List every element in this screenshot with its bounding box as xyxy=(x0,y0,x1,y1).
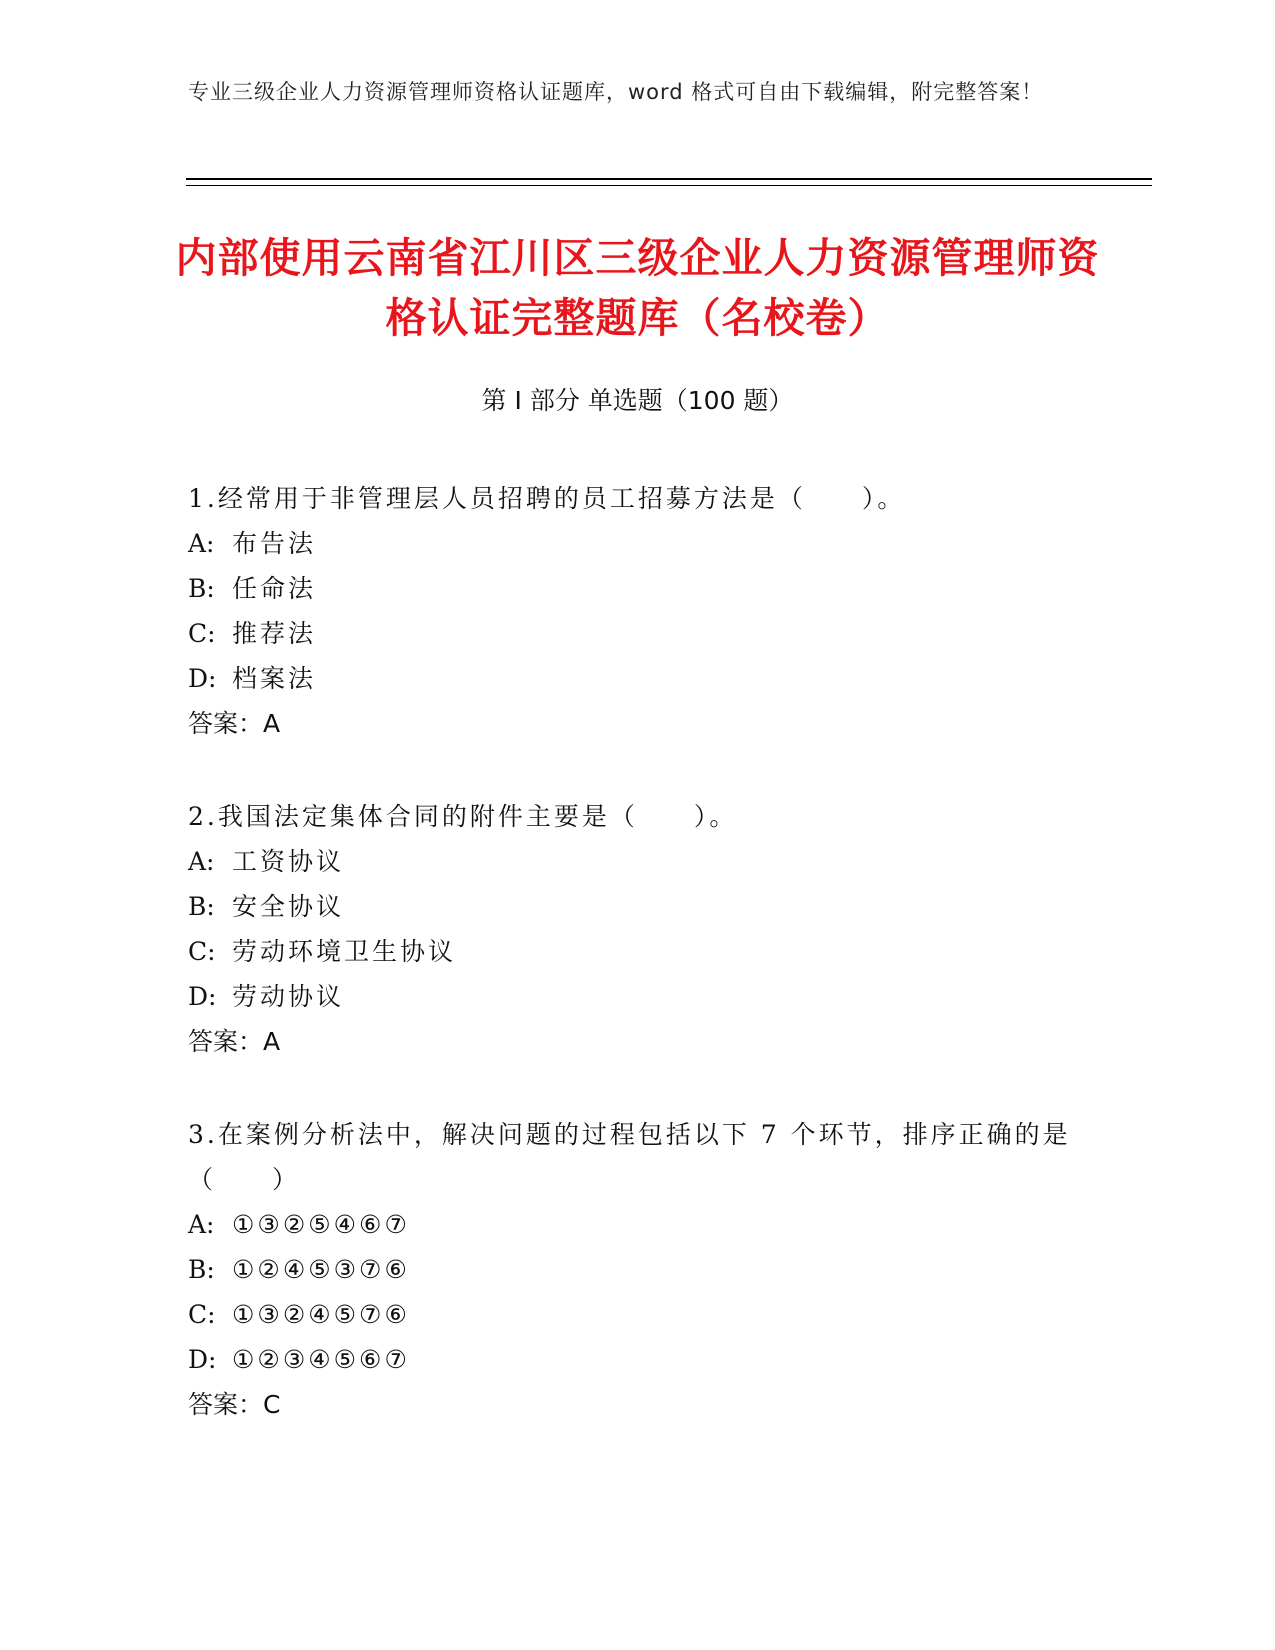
answer-line: 答案：C xyxy=(188,1390,281,1419)
option-b xyxy=(188,884,1088,929)
header-note: 专业三级企业人力资源管理师资格认证题库，word 格式可自由下载编辑，附完整答案！ xyxy=(188,80,1044,104)
option-text: ①③②④⑤⑦⑥ xyxy=(232,1300,410,1329)
header-divider-thin xyxy=(186,185,1152,186)
option-letter: C: xyxy=(188,619,216,648)
option-text: 劳动环境卫生协议 xyxy=(232,937,457,966)
option-d xyxy=(188,1337,1088,1382)
option-text: ①②③④⑤⑥⑦ xyxy=(232,1345,410,1374)
option-d xyxy=(188,656,1088,701)
option-letter: D: xyxy=(188,1345,217,1374)
option-c xyxy=(188,1292,1088,1337)
question-stem: 2.我国法定集体合同的附件主要是（ ）。 xyxy=(188,802,738,831)
option-text: ①③②⑤④⑥⑦ xyxy=(232,1210,410,1239)
question-2 xyxy=(188,794,1088,1064)
option-letter: D: xyxy=(188,982,217,1011)
option-text: 工资协议 xyxy=(232,847,345,876)
option-letter: C: xyxy=(188,1300,216,1329)
option-letter: A: xyxy=(188,1210,215,1239)
option-letter: C: xyxy=(188,937,216,966)
question-3 xyxy=(188,1112,1088,1427)
option-text: 推荐法 xyxy=(232,619,317,648)
option-d xyxy=(188,974,1088,1019)
option-text: 布告法 xyxy=(232,529,317,558)
option-letter: B: xyxy=(188,1255,215,1284)
option-text: ①②④⑤③⑦⑥ xyxy=(232,1255,410,1284)
question-stem: 3.在案例分析法中，解决问题的过程包括以下 7 个环节，排序正确的是（ ） xyxy=(188,1120,1071,1194)
option-text: 任命法 xyxy=(232,574,317,603)
document-title: 内部使用云南省江川区三级企业人力资源管理师资格认证完整题库（名校卷） xyxy=(175,234,1100,342)
answer-line: 答案：A xyxy=(188,1027,281,1056)
option-letter: B: xyxy=(188,892,215,921)
answer-line: 答案：A xyxy=(188,709,281,738)
option-a xyxy=(188,521,1088,566)
option-letter: B: xyxy=(188,574,215,603)
option-letter: D: xyxy=(188,664,217,693)
option-a xyxy=(188,1202,1088,1247)
option-text: 档案法 xyxy=(232,664,317,693)
option-letter: A: xyxy=(188,847,215,876)
option-a xyxy=(188,839,1088,884)
option-letter: A: xyxy=(188,529,215,558)
question-1 xyxy=(188,476,1088,746)
option-c xyxy=(188,611,1088,656)
header-divider xyxy=(186,178,1152,180)
option-text: 劳动协议 xyxy=(232,982,345,1011)
option-b xyxy=(188,566,1088,611)
option-text: 安全协议 xyxy=(232,892,345,921)
option-b xyxy=(188,1247,1088,1292)
option-c xyxy=(188,929,1088,974)
section-heading: 第 I 部分 单选题（100 题） xyxy=(481,386,794,415)
question-stem: 1.经常用于非管理层人员招聘的员工招募方法是（ ）。 xyxy=(188,484,906,513)
